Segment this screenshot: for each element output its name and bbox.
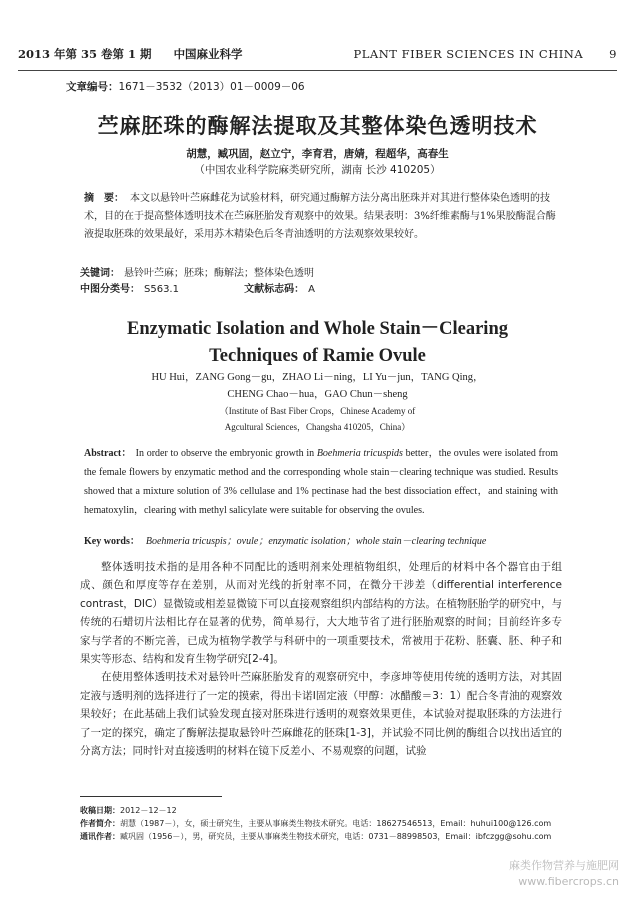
- footnote-received: [80, 804, 570, 817]
- chinese-keywords-value: 悬铃叶苎麻；胚珠；酶解法；整体染色透明: [124, 268, 314, 279]
- footnote-corresponding: [80, 830, 570, 843]
- footnotes: [80, 804, 570, 843]
- header-journal-cn: 中国麻业科学: [173, 47, 243, 61]
- english-keywords-label: Key words：: [84, 536, 140, 547]
- english-abstract-text-a: In order to observe the embryonic growth in: [135, 448, 317, 459]
- watermark-line2: www.fibercrops.cn: [518, 875, 619, 888]
- header-year: 2013: [18, 47, 51, 61]
- footnote-divider: [80, 796, 222, 797]
- watermark-line1: 麻类作物营养与施肥网: [509, 859, 619, 872]
- chinese-abstract-label: 摘 要：: [84, 193, 124, 204]
- doc-code-value: A: [308, 284, 316, 295]
- clc-value: S563.1: [144, 284, 179, 295]
- english-authors-line2: CHENG Chao－hua，GAO Chun－sheng: [227, 389, 408, 400]
- english-affiliation-line2: Agcultural Sciences，Changsha 410205，China）: [224, 422, 411, 432]
- english-title-line2: Techniques of Ramie Ovule: [209, 346, 426, 366]
- classification-line: [80, 280, 315, 295]
- footnote-received-label: 收稿日期：: [80, 806, 120, 815]
- english-title: [0, 316, 635, 370]
- page-number: 9: [609, 47, 617, 61]
- chinese-keywords-label: 关键词：: [80, 268, 120, 279]
- footnote-received-value: 2012－12－12: [120, 806, 177, 815]
- footnote-author-value: 胡慧（1987－），女，硕士研究生，主要从事麻类生物技术研究。电话：18627546513，Email：huhui100@126.com: [120, 819, 552, 828]
- chinese-authors: 胡慧，臧巩固，赵立宁，李育君，唐婧，程超华，高春生: [186, 148, 449, 160]
- footnote-corresponding-value: 臧巩固（1956－），男，研究员，主要从事麻类生物技术研究，电话：0731－88998503，Email：ibfczgg@sohu.com: [120, 832, 552, 841]
- footnote-author-label: 作者简介：: [80, 819, 120, 828]
- running-header: [18, 46, 617, 71]
- english-title-line1: Enzymatic Isolation and Whole Stain－Clearing: [126, 319, 508, 339]
- body-paragraph-2: 在使用整体透明技术对悬铃叶苎麻胚胎发育的观察研究中，李彦坤等使用传统的透明方法，对其固定液与透明剂的选择进行了一定的摸索，得出卡诺Ⅰ固定液（甲醇：冰醋酸＝3：1）配合冬青油的观察效果较好；在此基础上我们试验发现直接对胚珠进行透明的观察效果更佳，本试验对提取胚珠的方法进行了一定的探究，确定了酶解法提取悬铃叶苎麻雌花的胚珠[1-3]，并试验不同比例的酶组合以找出适宜的分离方法；同时针对直接透明的材料在镜下反差小、不易观察的问题，试验: [80, 671, 562, 758]
- chinese-affiliation: （中国农业科学院麻类研究所，湖南 长沙 410205）: [194, 164, 441, 176]
- chinese-title: 苎麻胚珠的酶解法提取及其整体染色透明技术: [97, 114, 538, 138]
- header-volume-issue: 年第 35 卷第 1 期: [54, 47, 152, 61]
- chinese-abstract-text: 本文以悬铃叶苎麻雌花为试验材料，研究通过酶解方法分离出胚珠并对其进行整体染色透明的技术，目的在于提高整体透明技术在苎麻胚胎发育观察中的效果。结果表明：3%纤维素酶与1%果胶酶混合酶液提取胚珠的效果最好，采用苏木精染色后冬青油透明的方法观察效果较好。: [84, 193, 556, 240]
- doc-code-label: 文献标志码：: [244, 284, 305, 295]
- english-keywords: [84, 532, 558, 547]
- body-text: [80, 558, 562, 760]
- footnote-author: [80, 817, 570, 830]
- english-abstract-text-b: better，the ovules were isolated from the female flowers by enzymatic method and the corresponding whole stain－clearing technique was studied. Results showed that a mixture solution of 3% cellulase and 1% pectinase had the best dissociation effect，and staining with hematoxylin，clearing with methyl salicylate were suitable for observing the ovules.: [84, 448, 558, 516]
- chinese-keywords: [80, 264, 314, 279]
- header-journal-info: [18, 46, 247, 62]
- english-keywords-value: Boehmeria tricuspis；ovule；enzymatic isolation；whole stain－clearing technique: [145, 536, 487, 547]
- header-journal-en-block: [354, 47, 617, 61]
- english-abstract-species: Boehmeria tricuspids: [316, 448, 403, 459]
- clc-label: 中图分类号：: [80, 284, 140, 295]
- header-journal-en: PLANT FIBER SCIENCES IN CHINA: [353, 47, 584, 61]
- article-number: [66, 79, 305, 94]
- english-abstract: [84, 444, 558, 520]
- body-paragraph-1: 整体透明技术指的是用各种不同配比的透明剂来处理植物组织，处理后的材料中各个器官由于组成、颜色和厚度等存在差别，从而对光线的折射率不同，在微分干涉差（differential interference contrast，DIC）显微镜或相差显微镜下可以直接观察组织内部结构的方法。在植物胚胎学的研究中，与传统的石蜡切片法相比存在显著的优势，简单易行，大大地节省了进行胚胎观察的时间；目前经许多专家与学者的不断完善，已成为植物学教学与科研中的一项重要技术，常被用于花粉、胚囊、胚、种子和果实等形态、结构和发育生物学研究[2-4]。: [80, 561, 562, 666]
- english-affiliation-line1: （Institute of Bast Fiber Crops，Chinese Academy of: [219, 406, 416, 416]
- article-number-value: 1671－3532（2013）01－0009－06: [118, 81, 305, 93]
- article-number-label: 文章编号：: [66, 81, 119, 93]
- site-watermark: [509, 858, 619, 890]
- english-abstract-label: Abstract：: [84, 448, 132, 459]
- chinese-abstract: [84, 190, 558, 244]
- footnote-corresponding-label: 通讯作者：: [80, 832, 120, 841]
- english-authors-line1: HU Hui，ZANG Gong－gu，ZHAO Li－ning，LI Yu－jun，TANG Qing，: [151, 372, 484, 383]
